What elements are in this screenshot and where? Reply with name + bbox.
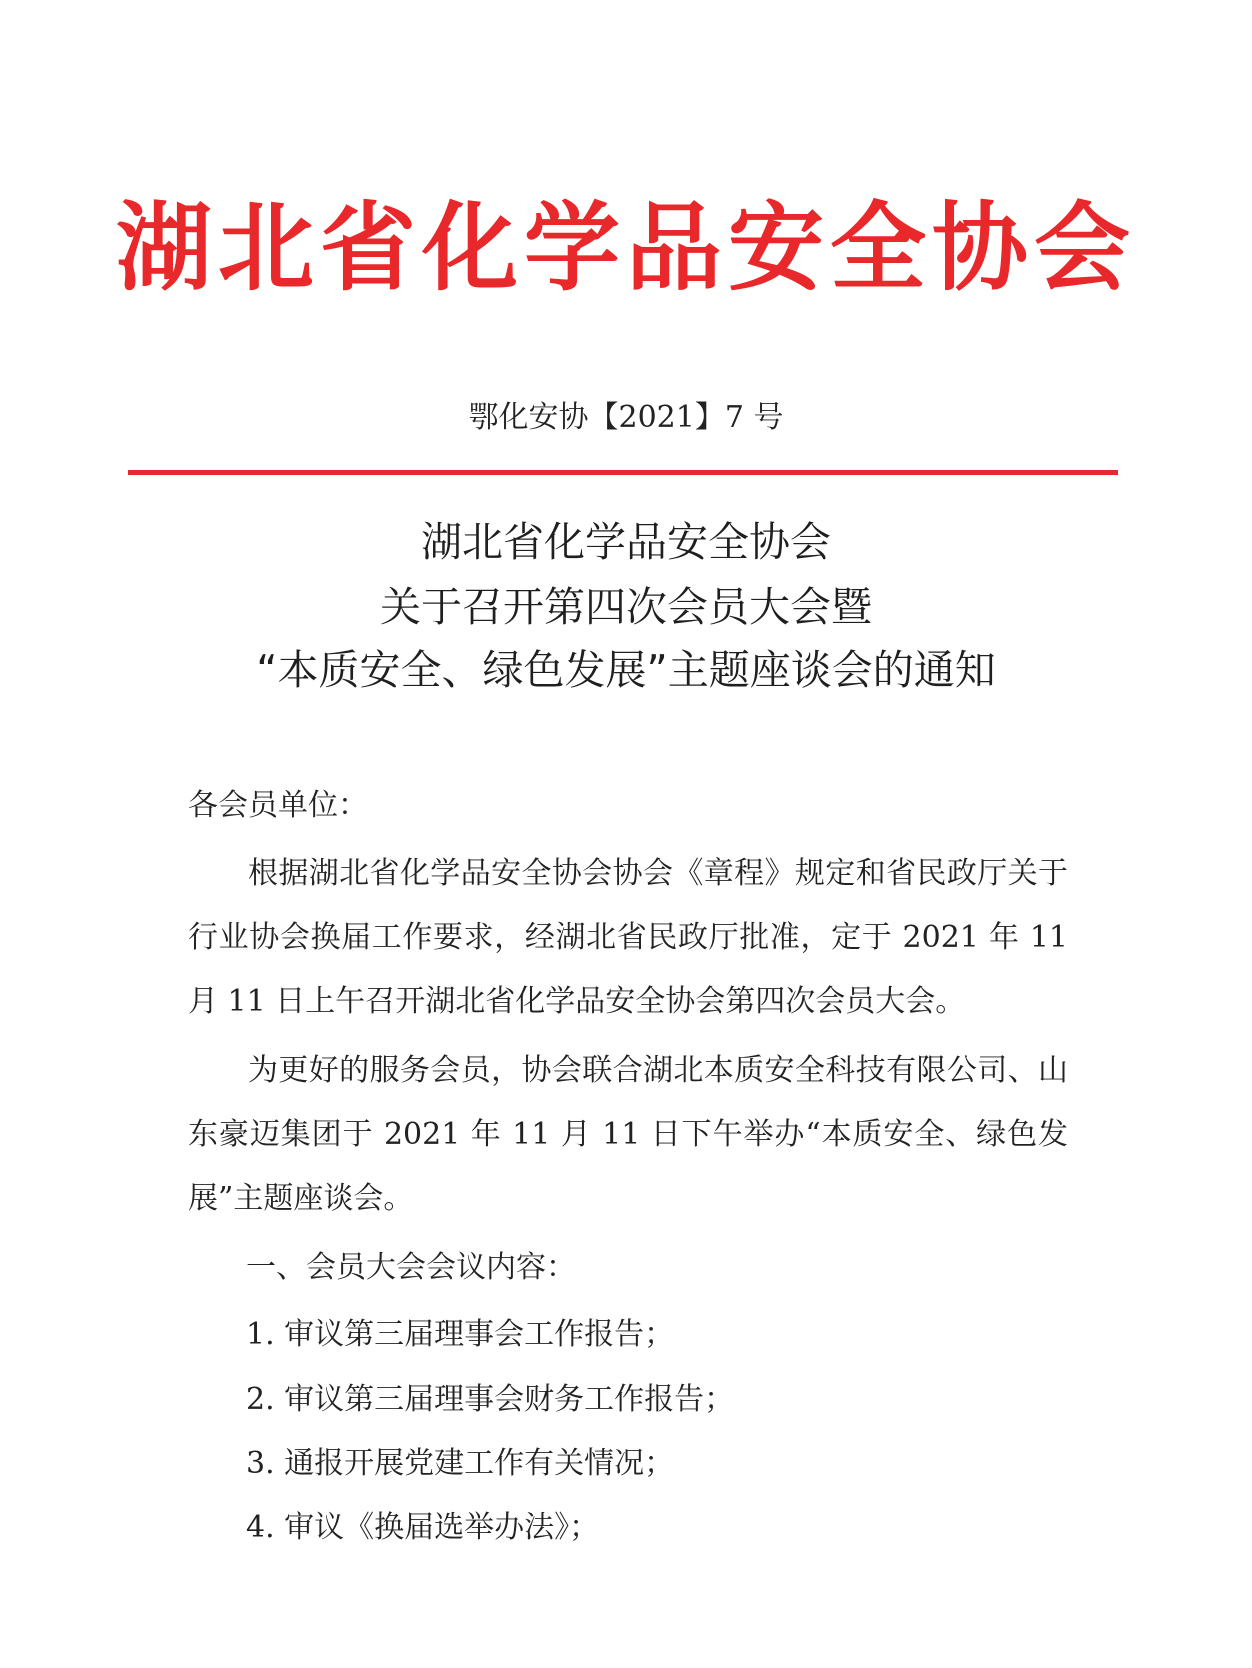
notice-title-line-2: 关于召开第四次会员大会暨 [380, 583, 872, 631]
agenda-item-3: 3. 通报开展党建工作有关情况； [246, 1446, 675, 1481]
salutation: 各会员单位： [188, 788, 368, 823]
letterhead-red-divider [128, 470, 1118, 475]
document-number: 鄂化安协【2021】7 号 [468, 400, 784, 435]
agenda-item-1: 1. 审议第三届理事会工作报告； [246, 1317, 675, 1352]
body-paragraph-1: 根据湖北省化学品安全协会协会《章程》规定和省民政厅关于行业协会换届工作要求，经湖北省民政厅批准，定于 2021 年 11 月 11 日上午召开湖北省化学品安全协会第四次会员大会。 [188, 856, 1068, 1019]
agenda-item-4: 4. 审议《换届选举办法》； [246, 1510, 600, 1545]
agenda-item-2: 2. 审议第三届理事会财务工作报告； [246, 1382, 735, 1417]
notice-title-line-3: “本质安全、绿色发展”主题座谈会的通知 [256, 646, 996, 694]
notice-title-line-1: 湖北省化学品安全协会 [421, 518, 831, 566]
letterhead-org-name: 湖北省化学品安全协会 [116, 191, 1136, 304]
section-heading-1: 一、会员大会会议内容： [246, 1250, 576, 1285]
body-paragraph-2: 为更好的服务会员，协会联合湖北本质安全科技有限公司、山东豪迈集团于 2021 年 11 月 11 日下午举办“本质安全、绿色发展”主题座谈会。 [188, 1053, 1068, 1216]
